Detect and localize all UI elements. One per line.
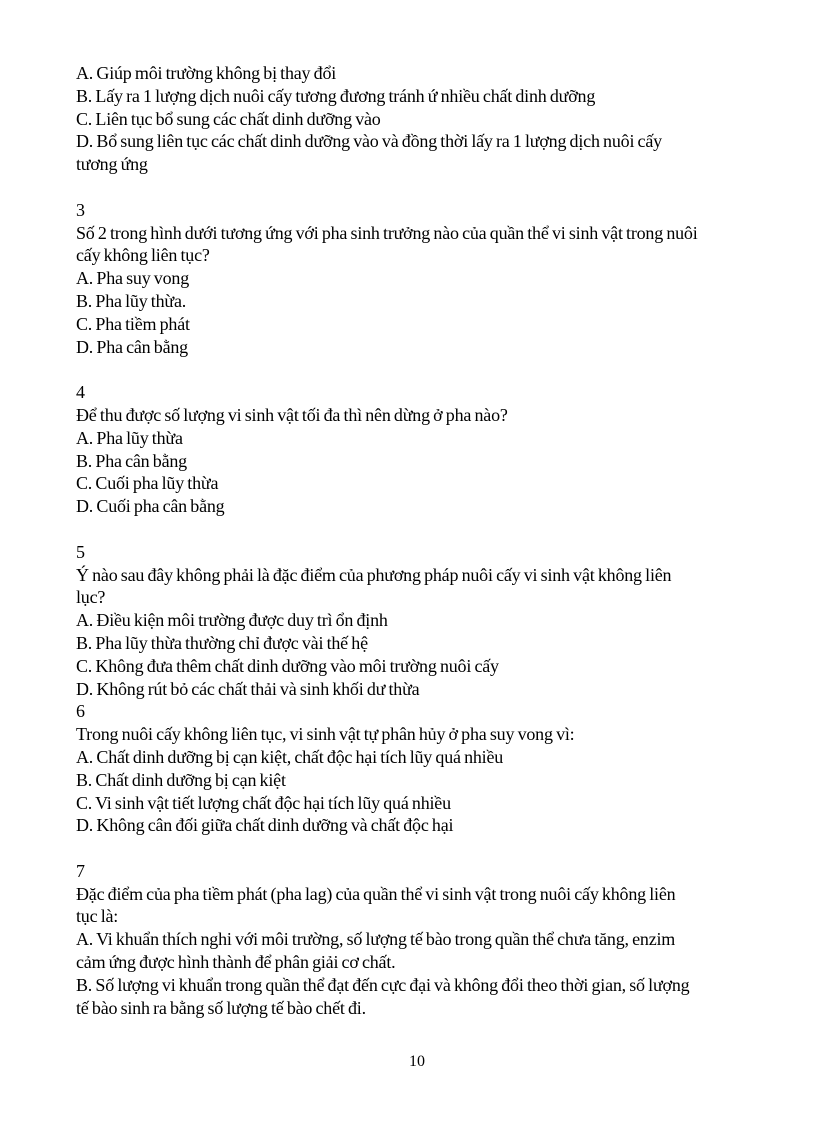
option-a-cont: cảm ứng được hình thành để phân giải cơ chất. bbox=[76, 952, 396, 973]
question-number: 5 bbox=[76, 541, 85, 562]
option-c: C. Pha tiềm phát bbox=[76, 313, 190, 334]
document-page bbox=[76, 62, 776, 1019]
question-text: Số 2 trong hình dưới tương ứng với pha sinh trưởng nào của quần thể vi sinh vật trong nuôi bbox=[76, 222, 698, 243]
question-text: Để thu được số lượng vi sinh vật tối đa thì nên dừng ở pha nào? bbox=[76, 404, 508, 425]
question-number: 4 bbox=[76, 382, 85, 403]
option-d: D. Không rút bỏ các chất thải và sinh khối dư thừa bbox=[76, 678, 420, 699]
option-b: B. Pha cân bằng bbox=[76, 450, 187, 471]
option-b: B. Lấy ra 1 lượng dịch nuôi cấy tương đương tránh ứ nhiều chất dinh dưỡng bbox=[76, 85, 596, 106]
option-c: C. Không đưa thêm chất dinh dưỡng vào môi trường nuôi cấy bbox=[76, 655, 499, 676]
option-a: A. Pha lũy thừa bbox=[76, 427, 183, 448]
question-text-cont: tục là: bbox=[76, 906, 119, 927]
option-b: B. Pha lũy thừa. bbox=[76, 290, 187, 311]
question-5 bbox=[76, 541, 776, 701]
question-2-options bbox=[76, 62, 776, 176]
question-text: Trong nuôi cấy không liên tục, vi sinh vật tự phân hủy ở pha suy vong vì: bbox=[76, 724, 575, 745]
option-d: D. Pha cân bằng bbox=[76, 336, 188, 357]
option-d: D. Bổ sung liên tục các chất dinh dưỡng vào và đồng thời lấy ra 1 lượng dịch nuôi cấy bbox=[76, 131, 662, 152]
question-text: Ý nào sau đây không phải là đặc điểm của phương pháp nuôi cấy vi sinh vật không liên bbox=[76, 564, 672, 585]
question-7 bbox=[76, 860, 776, 1020]
question-number: 6 bbox=[76, 701, 85, 722]
option-c: C. Liên tục bổ sung các chất dinh dưỡng vào bbox=[76, 108, 381, 129]
option-b: B. Chất dinh dưỡng bị cạn kiệt bbox=[76, 769, 286, 790]
page-number: 10 bbox=[409, 1053, 425, 1070]
option-b: B. Số lượng vi khuẩn trong quần thể đạt đến cực đại và không đổi theo thời gian, số lượng bbox=[76, 974, 690, 995]
option-a: A. Giúp môi trường không bị thay đổi bbox=[76, 63, 337, 83]
question-6 bbox=[76, 700, 776, 837]
option-d: D. Không cân đối giữa chất dinh dưỡng và chất độc hại bbox=[76, 815, 454, 836]
option-b-cont: tế bào sinh ra bằng số lượng tế bào chết đi. bbox=[76, 997, 366, 1018]
option-b: B. Pha lũy thừa thường chỉ được vài thế hệ bbox=[76, 632, 368, 653]
option-a: A. Chất dinh dưỡng bị cạn kiệt, chất độc hại tích lũy quá nhiều bbox=[76, 746, 504, 767]
question-number: 7 bbox=[76, 860, 85, 881]
question-number: 3 bbox=[76, 199, 85, 220]
option-d-cont: tương ứng bbox=[76, 154, 148, 175]
question-text: Đặc điểm của pha tiềm phát (pha lag) của quần thể vi sinh vật trong nuôi cấy không liên bbox=[76, 883, 676, 904]
question-text-cont: cấy không liên tục? bbox=[76, 245, 210, 266]
option-c: C. Vi sinh vật tiết lượng chất độc hại tích lũy quá nhiều bbox=[76, 792, 451, 813]
option-a: A. Vi khuẩn thích nghi với môi trường, số lượng tế bào trong quần thể chưa tăng, enzim bbox=[76, 929, 676, 950]
question-3 bbox=[76, 199, 776, 359]
question-text-cont: lục? bbox=[76, 587, 106, 608]
option-d: D. Cuối pha cân bằng bbox=[76, 496, 225, 517]
option-a: A. Pha suy vong bbox=[76, 268, 190, 289]
option-c: C. Cuối pha lũy thừa bbox=[76, 473, 219, 494]
question-4 bbox=[76, 381, 776, 518]
option-a: A. Điều kiện môi trường được duy trì ổn định bbox=[76, 610, 388, 631]
